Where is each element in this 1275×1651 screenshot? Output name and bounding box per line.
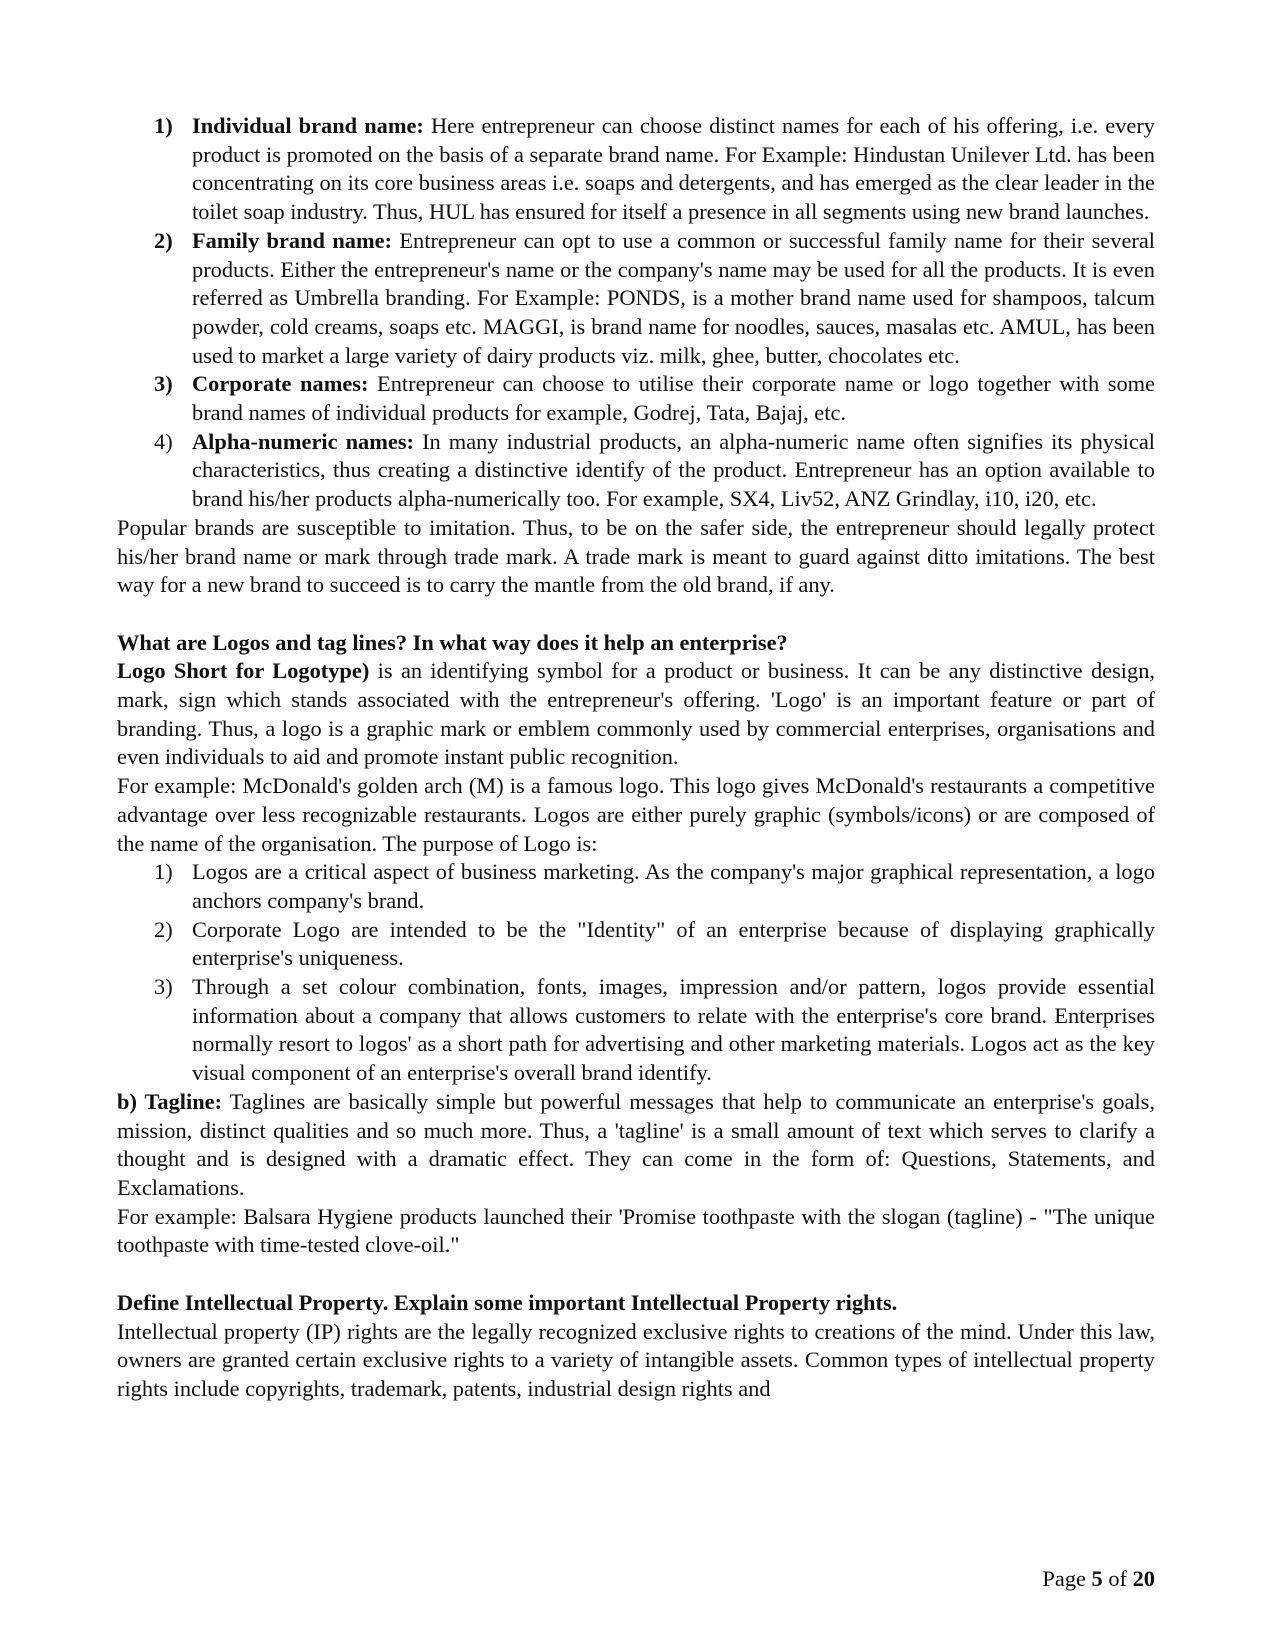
- list-text: Here entrepreneur can choose distinct names for each of his offering, i.e. every product is promoted on the basis of a separate brand name. For Example: Hindustan Unilever Ltd. has been concentrating on its core business areas i.e. soaps and detergents, and has emerged as the clear leader in the toilet soap industry. Thus, HUL has ensured for itself a presence in all segments using new brand launches.: [192, 113, 1155, 225]
- logos-heading: [117, 629, 1155, 658]
- tagline-text: Taglines are basically simple but powerful messages that help to communicate an enterprise's goals, mission, distinct qualities and so much more. Thus, a 'tagline' is a small amount of text which serves to clarify a thought and is designed with a dramatic effect. They can come in the form of: Questions, Statements, and Exclamations.: [117, 1088, 1155, 1200]
- list-number: 1): [154, 859, 173, 885]
- logo-purpose-list: [117, 858, 1155, 1088]
- tagline-paragraph: [117, 1088, 1155, 1203]
- list-text: Entrepreneur can opt to use a common or successful family name for their several products. Either the entrepreneur's name or the company's name may be used for all the products. It is even referred as Umbrella branding. For Example: PONDS, is a mother brand name used for shampoos, talcum powder, cold creams, soaps etc. MAGGI, is brand name for noodles, sauces, masalas etc. AMUL, has been used to market a large variety of dairy products viz. milk, ghee, butter, chocolates etc.: [192, 227, 1155, 368]
- list-item: [117, 428, 1155, 514]
- of-word: of: [1102, 1566, 1133, 1591]
- list-number: 4): [154, 428, 173, 454]
- list-item: [117, 916, 1155, 973]
- document-page: [117, 112, 1155, 1404]
- trademark-paragraph: Popular brands are susceptible to imitation. Thus, to be on the safer side, the entrepreneur should legally protect his/her brand name or mark through trade mark. A trade mark is meant to guard against ditto imitations. The best way for a new brand to succeed is to carry the mantle from the old brand, if any.: [117, 514, 1155, 598]
- logo-example-paragraph: For example: McDonald's golden arch (M) is a famous logo. This logo gives McDonald's restaurants a competitive advantage over less recognizable restaurants. Logos are either purely graphic (symbols/icons) or are composed of the name of the organisation. The purpose of Logo is:: [117, 773, 1155, 856]
- list-item: [117, 112, 1155, 227]
- list-number: 2): [154, 227, 173, 253]
- ip-heading: [117, 1289, 1155, 1318]
- list-term: Alpha-numeric names:: [192, 428, 415, 454]
- list-text: Entrepreneur can choose to utilise their corporate name or logo together with some brand names of individual products for example, Godrej, Tata, Bajaj, etc.: [192, 371, 1155, 426]
- list-term: Individual brand name:: [192, 113, 424, 138]
- heading-text: Define Intellectual Property. Explain some important Intellectual Property rights.: [117, 1289, 898, 1315]
- list-text: Logos are a critical aspect of business marketing. As the company's major graphical representation, a logo anchors company's brand.: [192, 859, 1155, 913]
- list-item: [117, 858, 1155, 915]
- tagline-term: b) Tagline:: [117, 1088, 223, 1114]
- heading-text: What are Logos and tag lines? In what way does it help an enterprise?: [117, 629, 788, 655]
- page-word: Page: [1042, 1566, 1092, 1591]
- current-page: 5: [1091, 1566, 1103, 1591]
- list-number: 3): [154, 974, 173, 1000]
- total-pages: 20: [1132, 1566, 1155, 1591]
- logo-definition: [117, 657, 1155, 772]
- list-term: Corporate names:: [192, 371, 369, 397]
- list-term: Family brand name:: [192, 227, 393, 253]
- logo-term: Logo Short for Logotype): [117, 658, 370, 684]
- brand-name-types-list: [117, 112, 1155, 514]
- list-text: Through a set colour combination, fonts, images, impression and/or pattern, logos provide essential information about a company that allows customers to relate with the enterprise's core brand. Enterprises normally resort to logos' as a short path for advertising and other marketing materials. Logos act as the key visual component of an enterprise's overall brand identify.: [192, 974, 1155, 1086]
- logo-definition-text: is an identifying symbol for a product or business. It can be any distinctive design, mark, sign which stands associated with the entrepreneur's offering. 'Logo' is an important feature or part of branding. Thus, a logo is a graphic mark or emblem commonly used by commercial enterprises, organisations and even individuals to aid and promote instant public recognition.: [117, 658, 1155, 770]
- page-number: [1042, 1565, 1155, 1593]
- list-item: [117, 227, 1155, 371]
- spacer: [117, 1260, 1155, 1289]
- list-item: [117, 370, 1155, 427]
- tagline-example-paragraph: For example: Balsara Hygiene products launched their 'Promise toothpaste with the slogan (tagline) - "The unique toothpaste with time-tested clove-oil.": [117, 1203, 1155, 1258]
- list-item: [117, 973, 1155, 1088]
- list-text: In many industrial products, an alpha-numeric name often signifies its physical characteristics, thus creating a distinctive identify of the product. Entrepreneur has an option available to brand his/her products alpha-numerically too. For example, SX4, Liv52, ANZ Grindlay, i10, i20, etc.: [192, 428, 1155, 512]
- ip-paragraph: Intellectual property (IP) rights are the legally recognized exclusive rights to creations of the mind. Under this law, owners are granted certain exclusive rights to a variety of intangible assets. Common types of intellectual property rights include copyrights, trademark, patents, industrial design rights and: [117, 1318, 1155, 1401]
- list-text: Corporate Logo are intended to be the "Identity" of an enterprise because of displaying graphically enterprise's uniqueness.: [192, 916, 1155, 971]
- list-number: 2): [154, 916, 173, 942]
- list-number: 1): [154, 113, 173, 138]
- list-number: 3): [154, 371, 173, 397]
- spacer: [117, 600, 1155, 629]
